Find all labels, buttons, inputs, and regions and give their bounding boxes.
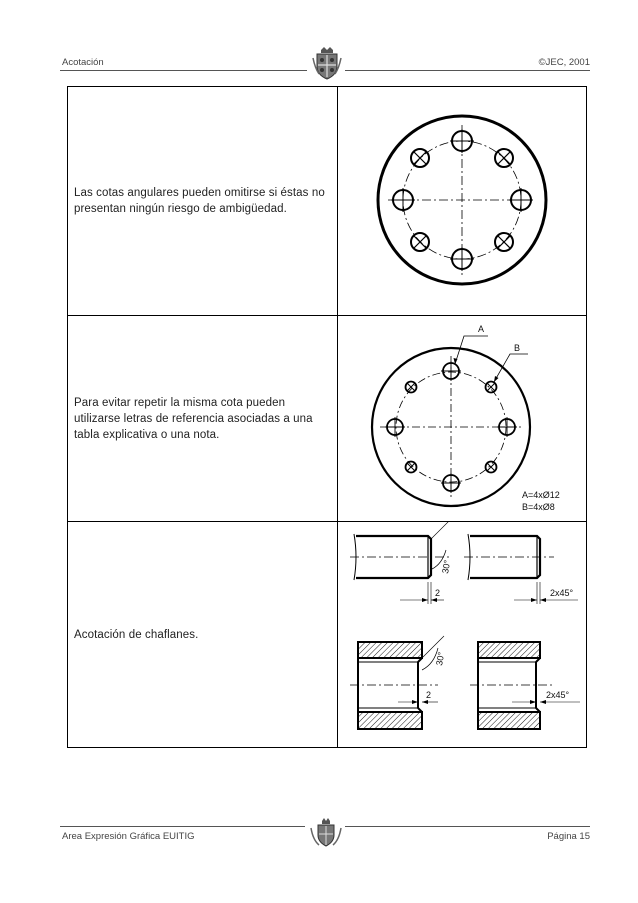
reference-label-a: A [478, 324, 485, 334]
footer-page-number: Página 15 [547, 831, 590, 842]
figure-cell [338, 316, 587, 522]
header-copyright: ©JEC, 2001 [538, 57, 590, 68]
flange-angular-figure [338, 87, 586, 315]
row-description: Las cotas angulares pueden omitirse si éstas no presentan ningún riesgo de ambigüedad. [68, 87, 338, 316]
table-row [68, 316, 587, 522]
figure-cell [338, 522, 587, 748]
flange-reference-letters-figure [338, 316, 586, 521]
footer-department: Area Expresión Gráfica EUITIG [62, 831, 195, 842]
reference-label-b: B [514, 343, 521, 353]
university-emblem-icon [309, 818, 343, 848]
chamfer-angle-label: 30° [440, 559, 453, 575]
chamfer-size-label: 2x45° [550, 588, 574, 598]
header-rule-left [60, 70, 307, 71]
chamfer-length-label: 2 [435, 588, 441, 598]
row-description: Acotación de chaflanes. [68, 522, 338, 748]
table-row [68, 87, 587, 316]
chamfer-dimensioning-figure [338, 522, 586, 747]
footer-rule-left [60, 826, 305, 827]
reference-note-a: A=4xØ12 [522, 490, 560, 500]
footer-rule-right [345, 826, 590, 827]
header-title: Acotación [62, 57, 104, 68]
row-description: Para evitar repetir la misma cota pueden utilizarse letras de referencia asociadas a una tabla explicativa o una nota. [68, 316, 338, 522]
figure-cell [338, 87, 587, 316]
chamfer-length-label: 2 [426, 690, 432, 700]
header-rule-right [345, 70, 590, 71]
chamfer-angle-label: 30° [434, 651, 447, 667]
coat-of-arms-icon [311, 46, 343, 80]
content-table [67, 86, 587, 748]
chamfer-size-label: 2x45° [546, 690, 570, 700]
reference-note-b: B=4xØ8 [522, 502, 555, 512]
table-row [68, 522, 587, 748]
